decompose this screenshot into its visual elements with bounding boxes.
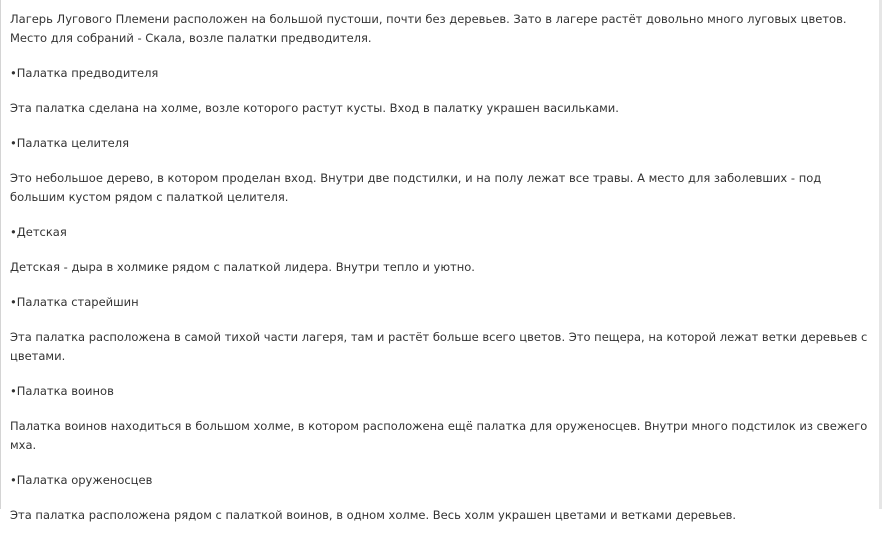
section-heading-warriors-den: •Палатка воинов: [10, 384, 114, 398]
section-heading-medicine-den: •Палатка целителя: [10, 136, 129, 150]
section-text-leader-den: Эта палатка сделана на холме, возле которого растут кусты. Вход в палатку украшен васильками.: [10, 101, 619, 115]
section-heading-apprentices-den: •Палатка оруженосцев: [10, 473, 153, 487]
intro-paragraph: Лагерь Лугового Племени расположен на большой пустоши, почти без деревьев. Зато в лагере растёт довольно много луговых цветов. Место для собраний - Скала, возле палатки предводителя.: [10, 12, 847, 45]
section-text-medicine-den: Это небольшое дерево, в котором проделан вход. Внутри две подстилки, и на полу лежат все травы. А место для заболевших - под большим кустом рядом с палаткой целителя.: [10, 171, 822, 204]
post-content: [10, 10, 872, 541]
section-heading-elders-den: •Палатка старейшин: [10, 295, 139, 309]
section-text-elders-den: Эта палатка расположена в самой тихой части лагеря, там и растёт больше всего цветов. Это пещера, на которой лежат ветки деревьев с цветами.: [10, 330, 868, 363]
section-heading-leader-den: •Палатка предводителя: [10, 66, 159, 80]
section-heading-nursery: •Детская: [10, 225, 67, 239]
section-text-nursery: Детская - дыра в холмике рядом с палаткой лидера. Внутри тепло и уютно.: [10, 260, 475, 274]
section-text-apprentices-den: Эта палатка расположена рядом с палаткой воинов, в одном холме. Весь холм украшен цветами и ветками деревьев.: [10, 508, 737, 522]
section-text-warriors-den: Палатка воинов находиться в большом холме, в котором расположена ещё палатка для оруженосцев. Внутри много подстилок из свежего мха.: [10, 419, 868, 452]
